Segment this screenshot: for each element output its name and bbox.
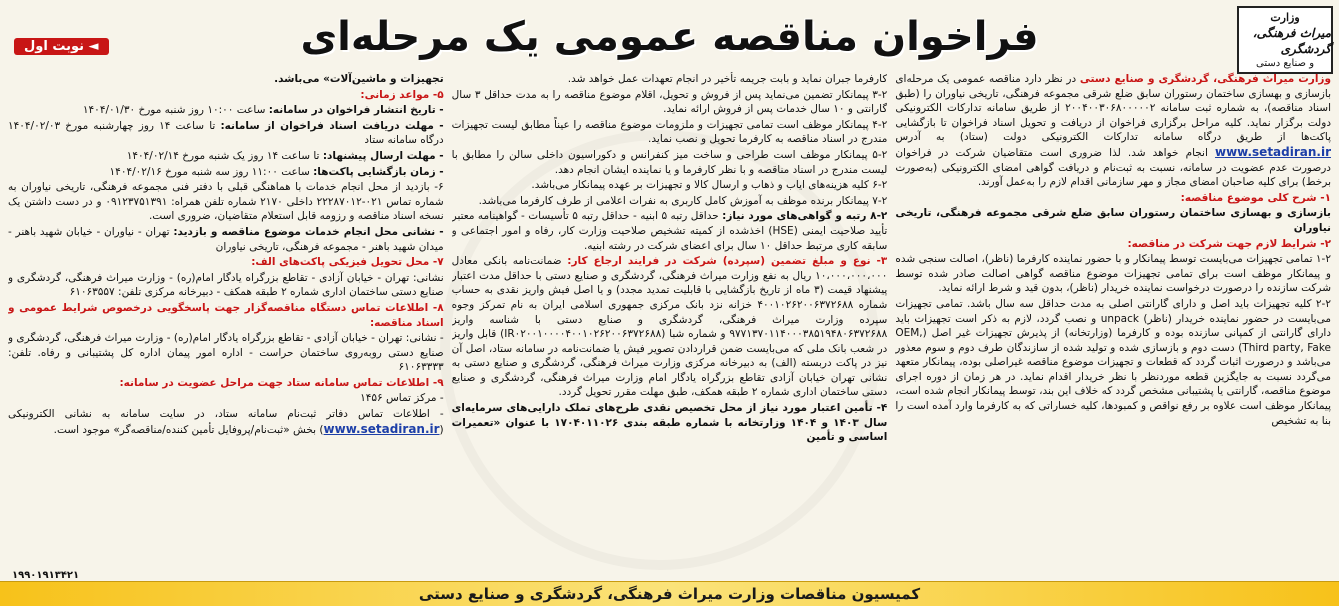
section-9-offices: - اطلاعات تماس دفاتر ثبت‌نام سامانه ستاد، در سایت سامانه به نشانی الکترونیکی (www.setadiran.ir) بخش «ثبت‌نام/پروفایل تأمین کننده/مناقصه‌گر» موجود است. [7, 408, 444, 436]
section-4: ۴- تأمین اعتبار مورد نیاز از محل تخصیص نقدی طرح‌های تملک دارایی‌های سرمایه‌ای سال ۱۴۰۳ و ۱۴۰۴ وزارتخانه با شماره طبقه بندی ۱۷۰۴۰۱۱۰۲۶ با عنوان «تعمیرات اساسی و تأمین [451, 402, 888, 444]
section-2-8 [452, 209, 888, 253]
section-6: ۶- بازدید از محل انجام خدمات با هماهنگی قبلی با دفتر فنی مجموعه فرهنگی، تاریخی نیاوران به شماره تماس ۰۲۱-۲۲۲۸۷۰۱۲ داخلی ۲۱۷۰ شماره تلفن همراه: ۰۹۱۲۳۷۵۱۳۹۱ و در دست داشتن یک نسخه اسناد مناقصه و رزومه قابل استعلام متقاضیان، ضروری است. [7, 181, 444, 223]
visit-address-lead: - نشانی محل انجام خدمات موضوع مناقصه و بازدید: [173, 225, 444, 238]
logo-line-1: وزارت [1270, 10, 1300, 24]
visit-address [8, 225, 444, 254]
column-right [895, 72, 1331, 568]
intro-text-2: انجام خواهد شد. لذا ضروری است متقاضیان شرکت در فراخوان درصورت عدم عضویت در سامانه، نسبت به ثبت‌نام و دریافت گواهی امضای الکترونیکی (به‌صورت برخط) برای کلیه صاحبان امضای مجاز و مهر سازمانی اقدام لازم را به‌عمل آورند. [895, 146, 1331, 189]
section-2-6: ۶-۲ کلیه هزینه‌های ایاب و ذهاب و ارسال کالا و تجهیزات بر عهده پیمانکار می‌باشد. [531, 179, 888, 192]
logo-line-2: میراث فرهنگی، گردشگری [1252, 25, 1331, 56]
section-1-text: بازسازی و بهسازی ساختمان رستوران سابق ضلع شرقی مجموعه فرهنگی، تاریخی نیاوران [895, 207, 1331, 234]
edition-badge: ◄ نوبت اول [14, 38, 109, 55]
time-docs-value: تا ساعت ۱۴ روز چهارشنبه مورخ ۱۴۰۴/۰۲/۰۳ درگاه سامانه ستاد [7, 119, 444, 147]
section-2-1: ۱-۲ تمامی تجهیزات می‌بایست توسط پیمانکار و با حضور نماینده کارفرما (ناظر)، اصالت سنجی شده و پیمانکار موظف است برای تمامی تجهیزات موضوع مناقصه گواهی اصالت صادر شده توسط شرکت سازنده را درصورت درخواست نماینده خریدار (ناظر)، بدون قید و شرط ارائه نماید. [895, 253, 1331, 295]
section-2-heading: ۲- شرایط لازم جهت شرکت در مناقصه: [1127, 237, 1331, 250]
time-publish-lead: - تاریخ انتشار فراخوان در سامانه: [268, 104, 444, 117]
footer-banner: کمیسیون مناقصات وزارت میراث فرهنگی، گردشگری و صنایع دستی [0, 581, 1339, 606]
time-open-value: ساعت ۱۱:۰۰ روز سه شنبه مورخ ۱۴۰۴/۰۲/۱۶ [109, 165, 314, 178]
section-2-4: ۴-۲ پیمانکار موظف است تمامی تجهیزات و ملزومات موضوع مناقصه را عیناً مطابق لیست تجهیزات مندرج در اسناد مناقصه به کارفرما تحویل و نصب نماید. [451, 118, 888, 146]
section-9-offices-text: - اطلاعات تماس دفاتر ثبت‌نام سامانه ستاد، در سایت سامانه به نشانی الکترونیکی [7, 408, 444, 421]
section-9-call-center: - مرکز تماس ۱۴۵۶ [360, 392, 444, 405]
section-9-offices-text-2: بخش «ثبت‌نام/پروفایل تأمین کننده/مناقصه‌گر» موجود است. [53, 423, 320, 436]
intro-lead: وزارت میراث فرهنگی، گردشگری و صنایع دستی [1079, 73, 1331, 85]
section-8-heading: ۸- اطلاعات تماس دستگاه مناقصه‌گزار جهت پاسخگویی درخصوص شرایط عمومی و اسناد مناقصه: [7, 301, 444, 329]
time-open [8, 165, 444, 180]
page-title: فراخوان مناقصه عمومی یک مرحله‌ای [300, 14, 1039, 60]
time-docs [8, 119, 444, 148]
section-2-5: ۵-۲ پیمانکار موظف است طراحی و ساخت میز کنفرانس و دکوراسیون داخلی سالن را مطابق با لیست مندرج در اسناد مناقصه و با نظر کارفرما و یا نماینده ایشان انجام دهد. [451, 148, 888, 176]
visit-address-value: تهران - نیاوران - خیابان شهید باهنر - میدان شهید باهنر - مجموعه فرهنگی، تاریخی نیاوران [7, 225, 444, 253]
intro-text: در نظر دارد مناقصه عمومی یک مرحله‌ای بازسازی و بهسازی ساختمان رستوران سابق ضلع شرقی مجموعه فرهنگی، تاریخی نیاوران را (طبق اسناد مناقصه)، به شماره ثبت سامانه ۲۰۰۴۰۰۳۰۶۸۰۰۰۰۰۲ از طریق سامانه تدارکات الکترونیکی دولت برگزار نماید. کلیه مراحل برگزاری فراخوان از دریافت و تحویل اسناد فراخوان تا بازگشایی پاکت‌ها از طریق درگاه سامانه تدارکات الکترونیکی دولت (ستاد) به آدرس [895, 73, 1331, 144]
section-5-heading: ۵- مواعد زمانی: [360, 88, 444, 101]
section-2-2: ۲-۲ کلیه تجهیزات باید اصل و دارای گارانتی اصلی به مدت حداقل سه سال باشد. تمامی تجهیزات می‌بایست در حضور نماینده خریدار (ناظر) unpack و نصب گردد، لازم به ذکر است تجهیزات باید دارای گارانتی از کمپانی سازنده بوده و کارفرما (وزارتخانه) از پذیرش تجهیزات غیر اصل (OEM, Third party, Fake) دست دوم و بازسازی شده و تولید شده از سازندگان طرف دوم و سوم معذور می‌باشد و درصورت اثبات گردد که قطعات و تجهیزات موضوع مناقصه غیراصلی بوده، پیمانکار متعهد می‌گردد نسبت به جایگزین قطعه موردنظر با نظر خریدار اقدام نماید. در هر زمان از دوره اجرای موضوع مناقصه، گارانتی یا پشتیبانی مشخص گردد که خلاف این بند، توسط پیمانکار انجام شده است، پیمانکار موظف است علاوه بر رفع نواقص و کمبودها، کلیه خساراتی که به کارفرما وارد آمده است را بنا به تشخیص [895, 297, 1331, 427]
intro-paragraph [895, 72, 1331, 190]
section-3-heading: ۳- نوع و مبلغ تضمین (سپرده) شرکت در فرایند ارجاع کار: [567, 255, 888, 268]
section-8-text: - نشانی: تهران - خیابان آزادی - تقاطع بزرگراه یادگار امام(ره) - وزارت میراث فرهنگی، گردشگری و صنایع دستی روبه‌روی ساختمان حراست - اداره امور پیمان اداره کل پشتیبانی و رفاه. تلفن: ۶۱۰۶۳۳۳۳ [7, 332, 444, 374]
ministry-logo [1237, 6, 1333, 74]
reference-number: ۱۹۹۰۱۹۱۳۴۲۱ [12, 570, 80, 581]
logo-line-3: و صنایع دستی [1255, 57, 1315, 69]
setad-link[interactable]: www.setadiran.ir [1214, 144, 1331, 159]
section-7-heading: ۷- محل تحویل فیزیکی پاکت‌های الف: [251, 256, 444, 269]
time-publish-value: ساعت ۱۰:۰۰ روز شنبه مورخ ۱۴۰۴/۰۱/۳۰ [82, 104, 269, 117]
section-9-heading: ۹- اطلاعات تماس سامانه ستاد جهت مراحل عضویت در سامانه: [119, 376, 444, 389]
edition-badge-label: نوبت اول [24, 39, 85, 54]
time-publish [8, 103, 444, 118]
column-middle [452, 72, 888, 568]
section-2-3: ۳-۲ پیمانکار تضمین می‌نماید پس از فروش و تحویل، اقلام موضوع مناقصه را به مدت حداقل ۳ سال گارانتی و ۱۰ سال خدمات پس از فروش ارائه نماید. [451, 88, 888, 116]
section-7-text: نشانی: تهران - خیابان آزادی - تقاطع بزرگراه یادگار امام(ره) - وزارت میراث فرهنگی، گردشگری و صنایع دستی ساختمان اداری شماره ۲ طبقه همکف - دبیرخانه مرکزی تلفن: ۶۱۰۶۳۵۵۷ [7, 271, 444, 299]
time-submit-lead: - مهلت ارسال پیشنهاد: [322, 149, 444, 162]
ad-body [8, 72, 1331, 568]
time-submit-value: تا ساعت ۱۴ روز یک شنبه مورخ ۱۴۰۴/۰۲/۱۴ [126, 149, 323, 162]
middle-p0: کارفرما جبران نماید و بابت جریمه تأخیر در انجام تعهدات عمل خواهد شد. [567, 73, 888, 85]
section-2-7: ۷-۲ پیمانکار برنده موظف به آموزش کامل کاربری به نفرات اعلامی از طرف کارفرما می‌باشد. [478, 194, 888, 207]
section-2-8-text: حداقل رتبه ۵ ابنیه - حداقل رتبه ۵ تأسیسات - گواهینامه معتبر تأیید صلاحیت ایمنی (HSE) اخذشده از کمیته تشخیص صلاحیت وزارت کار، رفاه و امور اجتماعی و سابقه کاری مرتبط حداقل ۱۰ سال برای اعضای شرکت در رشته ابنیه. [451, 210, 888, 252]
time-open-lead: - زمان بازگشایی پاکت‌ها: [313, 165, 444, 178]
column-left [8, 72, 444, 568]
section-1-heading: ۱- شرح کلی موضوع مناقصه: [1180, 191, 1331, 204]
time-submit [8, 149, 444, 164]
section-3 [452, 254, 888, 400]
setad-link-2[interactable]: www.setadiran.ir [323, 421, 440, 436]
section-2-8-lead: ۸-۲ رتبه و گواهی‌های مورد نیاز: [722, 210, 888, 223]
header [0, 0, 1339, 70]
left-p0: تجهیزات و ماشین‌آلات» می‌باشد. [274, 73, 444, 85]
section-3-text: ضمانت‌نامه بانکی معادل ۱۰،۰۰۰،۰۰۰،۰۰۰ ریال به نفع وزارت میراث فرهنگی، گردشگری و صنایع دستی با حداقل مدت اعتبار پیشنهاد قیمت (۳ ماه از تاریخ بازگشایی با قابلیت تمدید مجدد) و یا اصل فیش واریز نقدی به حساب شماره ۴۰۰۱۰۲۶۲۰۰۶۳۷۲۶۸۸ خزانه نزد بانک مرکزی جمهوری اسلامی ایران به نام تمرکز وجوه سپرده وزارت میراث فرهنگی، گردشگری و صنایع دستی با شناسه واریز ۹۷۷۱۳۷۰۱۱۴۰۰۰۳۸۵۱۹۴۸۰۶۳۷۲۶۸۸ و شماره شبا (IR۰۲۰۰۱۰۰۰۰۴۰۰۱۰۲۶۲۰۰۶۳۷۲۶۸۸) قابل واریز در شعب بانک ملی که می‌بایست ضمن قراردادن تصویر فیش یا ضمانت‌نامه در سامانه ستاد، اصل آن نیز در پاکت دربسته (الف) به دبیرخانه مرکزی وزارت میراث فرهنگی، گردشگری و صنایع دستی به نشانی تهران خیابان آزادی تقاطع بزرگراه یادگار امام وزارت میراث فرهنگی، گردشگری و صنایع دستی ساختمان اداری شماره ۲ طبقه همکف، طبق مهلت مقرر تحویل گردد. [451, 255, 888, 399]
time-docs-lead: - مهلت دریافت اسناد فراخوان از سامانه: [220, 119, 444, 132]
